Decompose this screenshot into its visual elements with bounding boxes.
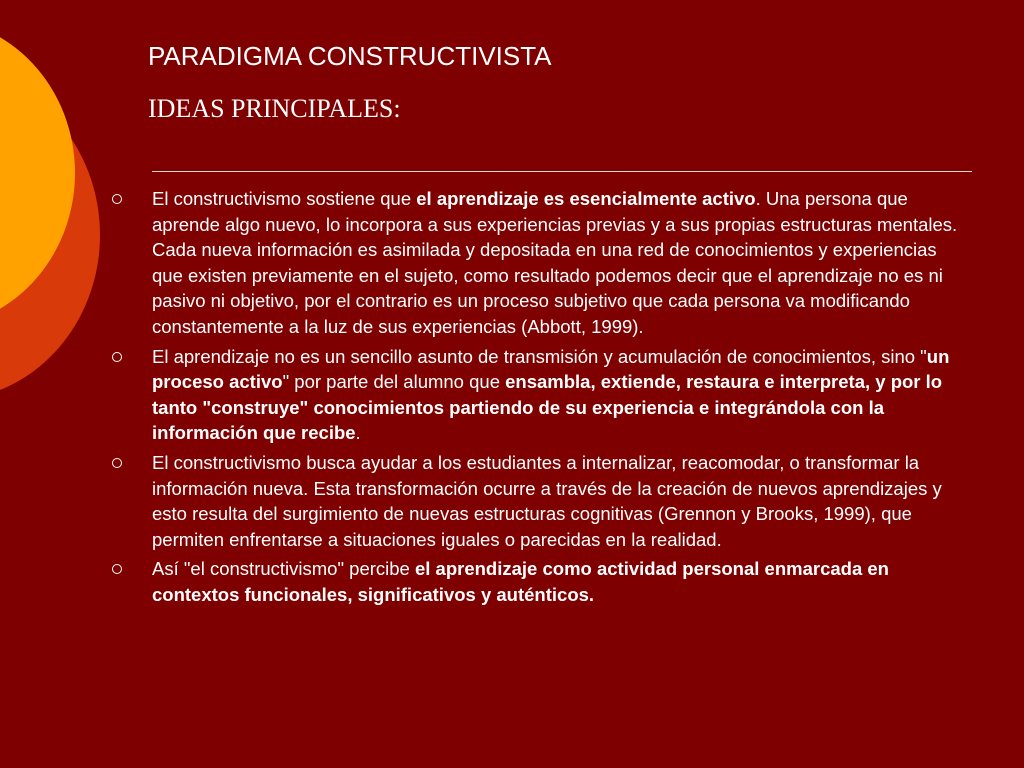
bullet-text (152, 558, 889, 605)
bullet-list (110, 186, 962, 612)
bullet-item (110, 450, 962, 552)
text-run: " por parte del alumno que (282, 371, 506, 393)
text-run: Así "el constructivismo" percibe (152, 558, 415, 580)
slide-subtitle: IDEAS PRINCIPALES: (148, 94, 401, 123)
title-divider (152, 171, 972, 172)
bullet-text (152, 346, 949, 444)
bullet-item (110, 556, 962, 607)
bold-text-run: el aprendizaje es esencialmente activo (416, 188, 756, 209)
bullet-item (110, 344, 962, 446)
bullet-text (152, 188, 957, 337)
bullet-circle-icon (112, 352, 122, 362)
text-run: El aprendizaje no es un sencillo asunto de transmisión y acumulación de conocimientos, sino " (152, 345, 927, 367)
bullet-circle-icon (112, 564, 122, 574)
bullet-item (110, 186, 962, 340)
bullet-circle-icon (112, 194, 122, 204)
text-run: . (355, 422, 361, 444)
text-run: El constructivismo busca ayudar a los estudiantes a internalizar, reacomodar, o transformar la información nueva. Esta transformación ocurre a través de la creación de nuevos aprendizajes y esto resulta del surgimiento de nuevas estructuras cognitivas (Grennon y Brooks, 1999), que permiten enfrentarse a situaciones iguales o parecidas en la realidad. (152, 451, 942, 550)
bullet-text (152, 452, 942, 550)
bold-text-run: ensambla, extiende, restaura e interpreta, y por lo tanto "construye" conocimientos partiendo de su experiencia e integrándola con la información que recibe (152, 371, 943, 444)
bold-text-run: el aprendizaje como actividad personal enmarcada en contextos funcionales, significativos y auténticos. (152, 558, 889, 605)
slide-title: PARADIGMA CONSTRUCTIVISTA (148, 41, 552, 71)
bold-text-run: un proceso activo (152, 345, 950, 393)
bullet-circle-icon (112, 458, 122, 468)
text-run: El constructivismo sostiene que (152, 188, 417, 209)
text-run: . Una persona que aprende algo nuevo, lo incorpora a sus experiencias previas y a sus propias estructuras mentales. Cada nueva información es asimilada y depositada en una red de conocimientos y experiencias que existen previamente en el sujeto, como resultado podemos decir que el aprendizaje no es ni pasivo ni objetivo, por el contrario es un proceso subjetivo que cada persona va modificando constantemente a la luz de sus experiencias (Abbott, 1999). (152, 188, 958, 337)
